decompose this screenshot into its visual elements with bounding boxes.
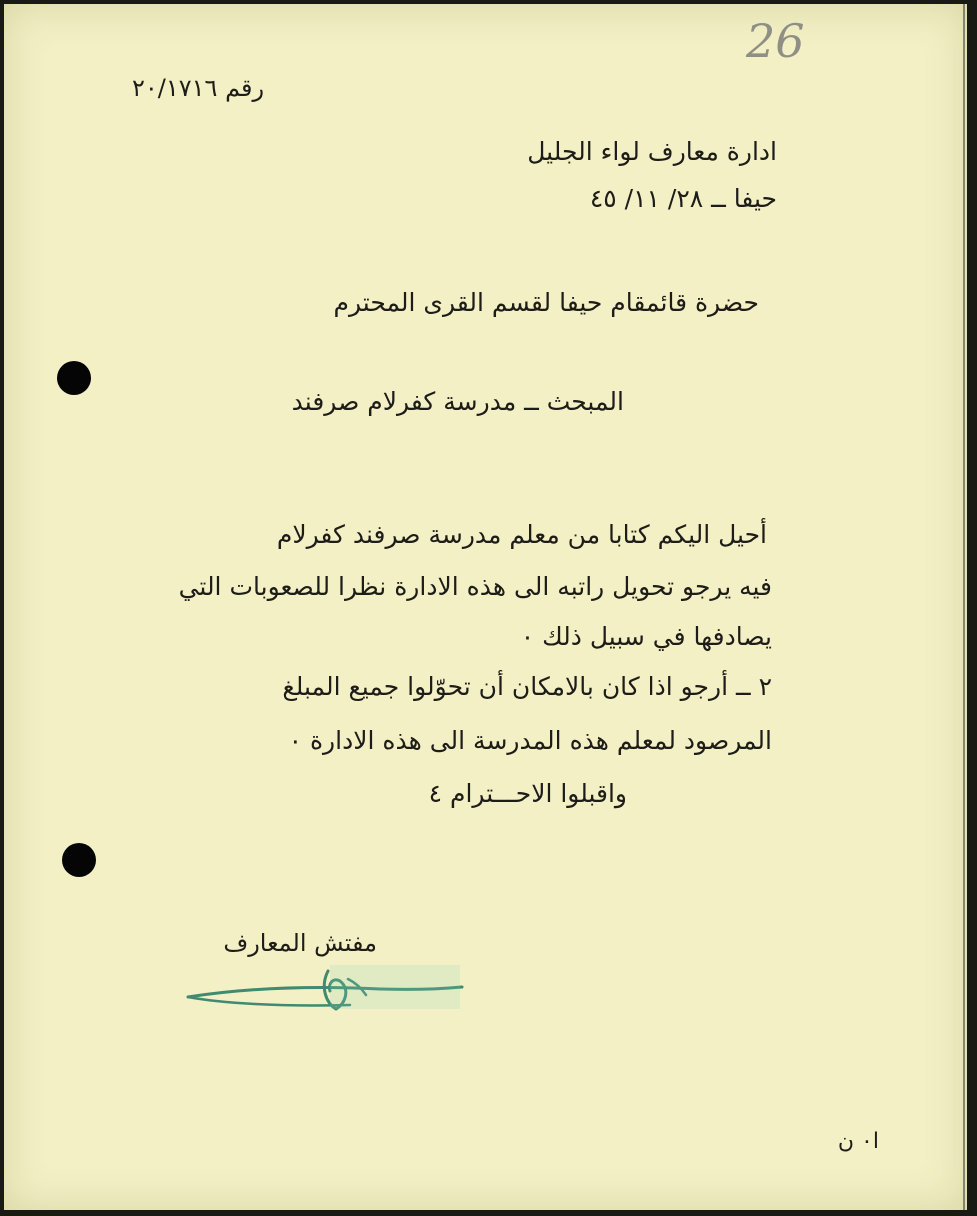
place-date: حيفا ــ ٢٨/ ١١/ ٤٥ bbox=[589, 184, 777, 213]
body-line-4: ٢ ــ أرجو اذا كان بالامكان أن تحوّلوا جميع المبلغ bbox=[282, 672, 772, 701]
signatory-title: مفتش المعارف bbox=[223, 929, 377, 957]
body-line-3: يصادفها في سبيل ذلك ٠ bbox=[520, 622, 772, 651]
folio-number: 26 bbox=[746, 14, 805, 68]
signature-mark bbox=[180, 959, 470, 1019]
body-line-1: أحيل اليكم كتابا من معلم مدرسة صرفند كفرلام bbox=[276, 520, 767, 549]
office-name: ادارة معارف لواء الجليل bbox=[527, 137, 777, 166]
punch-hole-bottom bbox=[62, 843, 96, 877]
initials: ا٠ ن bbox=[837, 1129, 879, 1154]
punch-hole-top bbox=[57, 361, 91, 395]
body-line-5: المرصود لمعلم هذه المدرسة الى هذه الادارة ٠ bbox=[288, 726, 772, 755]
reference-number: رقم ٢٠/١٧١٦ bbox=[132, 74, 265, 102]
page-edge-line bbox=[963, 4, 965, 1210]
body-line-2: فيه يرجو تحويل راتبه الى هذه الادارة نظرا للصعوبات التي bbox=[178, 572, 772, 601]
closing-line: واقبلوا الاحـــترام ٤ bbox=[428, 779, 627, 808]
addressee-line: حضرة قائمقام حيفا لقسم القرى المحترم bbox=[333, 288, 759, 317]
subject-line: المبحث ــ مدرسة كفرلام صرفند bbox=[291, 387, 624, 416]
document-page bbox=[4, 4, 967, 1210]
